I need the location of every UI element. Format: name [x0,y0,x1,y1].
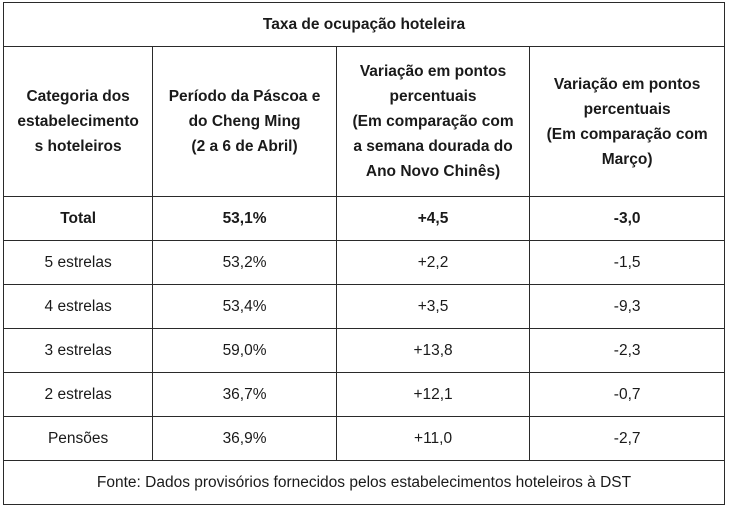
vs-new-year-cell: +11,0 [336,417,530,461]
table-row [4,417,725,461]
category-cell: 4 estrelas [4,285,153,329]
category-cell: 5 estrelas [4,241,153,285]
vs-march-cell: -9,3 [530,285,725,329]
vs-new-year-cell: +13,8 [336,329,530,373]
header-line: (Em comparação com [352,113,514,130]
header-line: percentuais [583,100,671,118]
table-row [4,373,725,417]
vs-new-year-cell: +3,5 [336,285,530,329]
category-cell: 3 estrelas [4,329,153,373]
vs-new-year-cell: +4,5 [336,197,530,241]
vs-march-cell: -2,7 [530,417,725,461]
vs-march-cell: -2,3 [530,329,725,373]
table-title-row [4,3,725,47]
column-header-category [4,47,153,197]
header-line: Variação em pontos [553,75,701,93]
vs-new-year-cell: +12,1 [336,373,530,417]
table-row [4,241,725,285]
header-line: Ano Novo Chinês) [365,163,501,180]
table-row [4,329,725,373]
vs-new-year-cell: +2,2 [336,241,530,285]
category-cell: Total [4,197,153,241]
header-line: do Cheng Ming [188,113,301,130]
occupancy-cell: 53,2% [153,241,337,285]
column-header-vs-march [530,47,725,197]
column-header-vs-new-year [336,47,530,197]
header-line: estabelecimento [17,113,139,130]
table-title: Taxa de ocupação hoteleira [4,3,725,47]
header-line: Março) [601,150,653,168]
table-header-row [4,47,725,197]
occupancy-cell: 59,0% [153,329,337,373]
header-line: (2 a 6 de Abril) [191,138,298,155]
occupancy-cell: 53,1% [153,197,337,241]
vs-march-cell: -0,7 [530,373,725,417]
header-line: (Em comparação com [546,125,708,143]
header-line: Variação em pontos [359,63,507,80]
occupancy-cell: 36,7% [153,373,337,417]
occupancy-cell: 36,9% [153,417,337,461]
category-cell: Pensões [4,417,153,461]
column-header-period [153,47,337,197]
vs-march-cell: -3,0 [530,197,725,241]
header-line: percentuais [389,88,477,105]
table-row-total [4,197,725,241]
table-source-row [4,461,725,505]
occupancy-table [3,2,725,505]
table-row [4,285,725,329]
category-cell: 2 estrelas [4,373,153,417]
header-line: a semana dourada do [353,138,513,155]
vs-march-cell: -1,5 [530,241,725,285]
source-note: Fonte: Dados provisórios fornecidos pelos estabelecimentos hoteleiros à DST [4,461,725,505]
header-line: Categoria dos [26,88,130,105]
header-line: Período da Páscoa e [168,88,321,105]
header-line: s hoteleiros [34,138,122,155]
occupancy-cell: 53,4% [153,285,337,329]
